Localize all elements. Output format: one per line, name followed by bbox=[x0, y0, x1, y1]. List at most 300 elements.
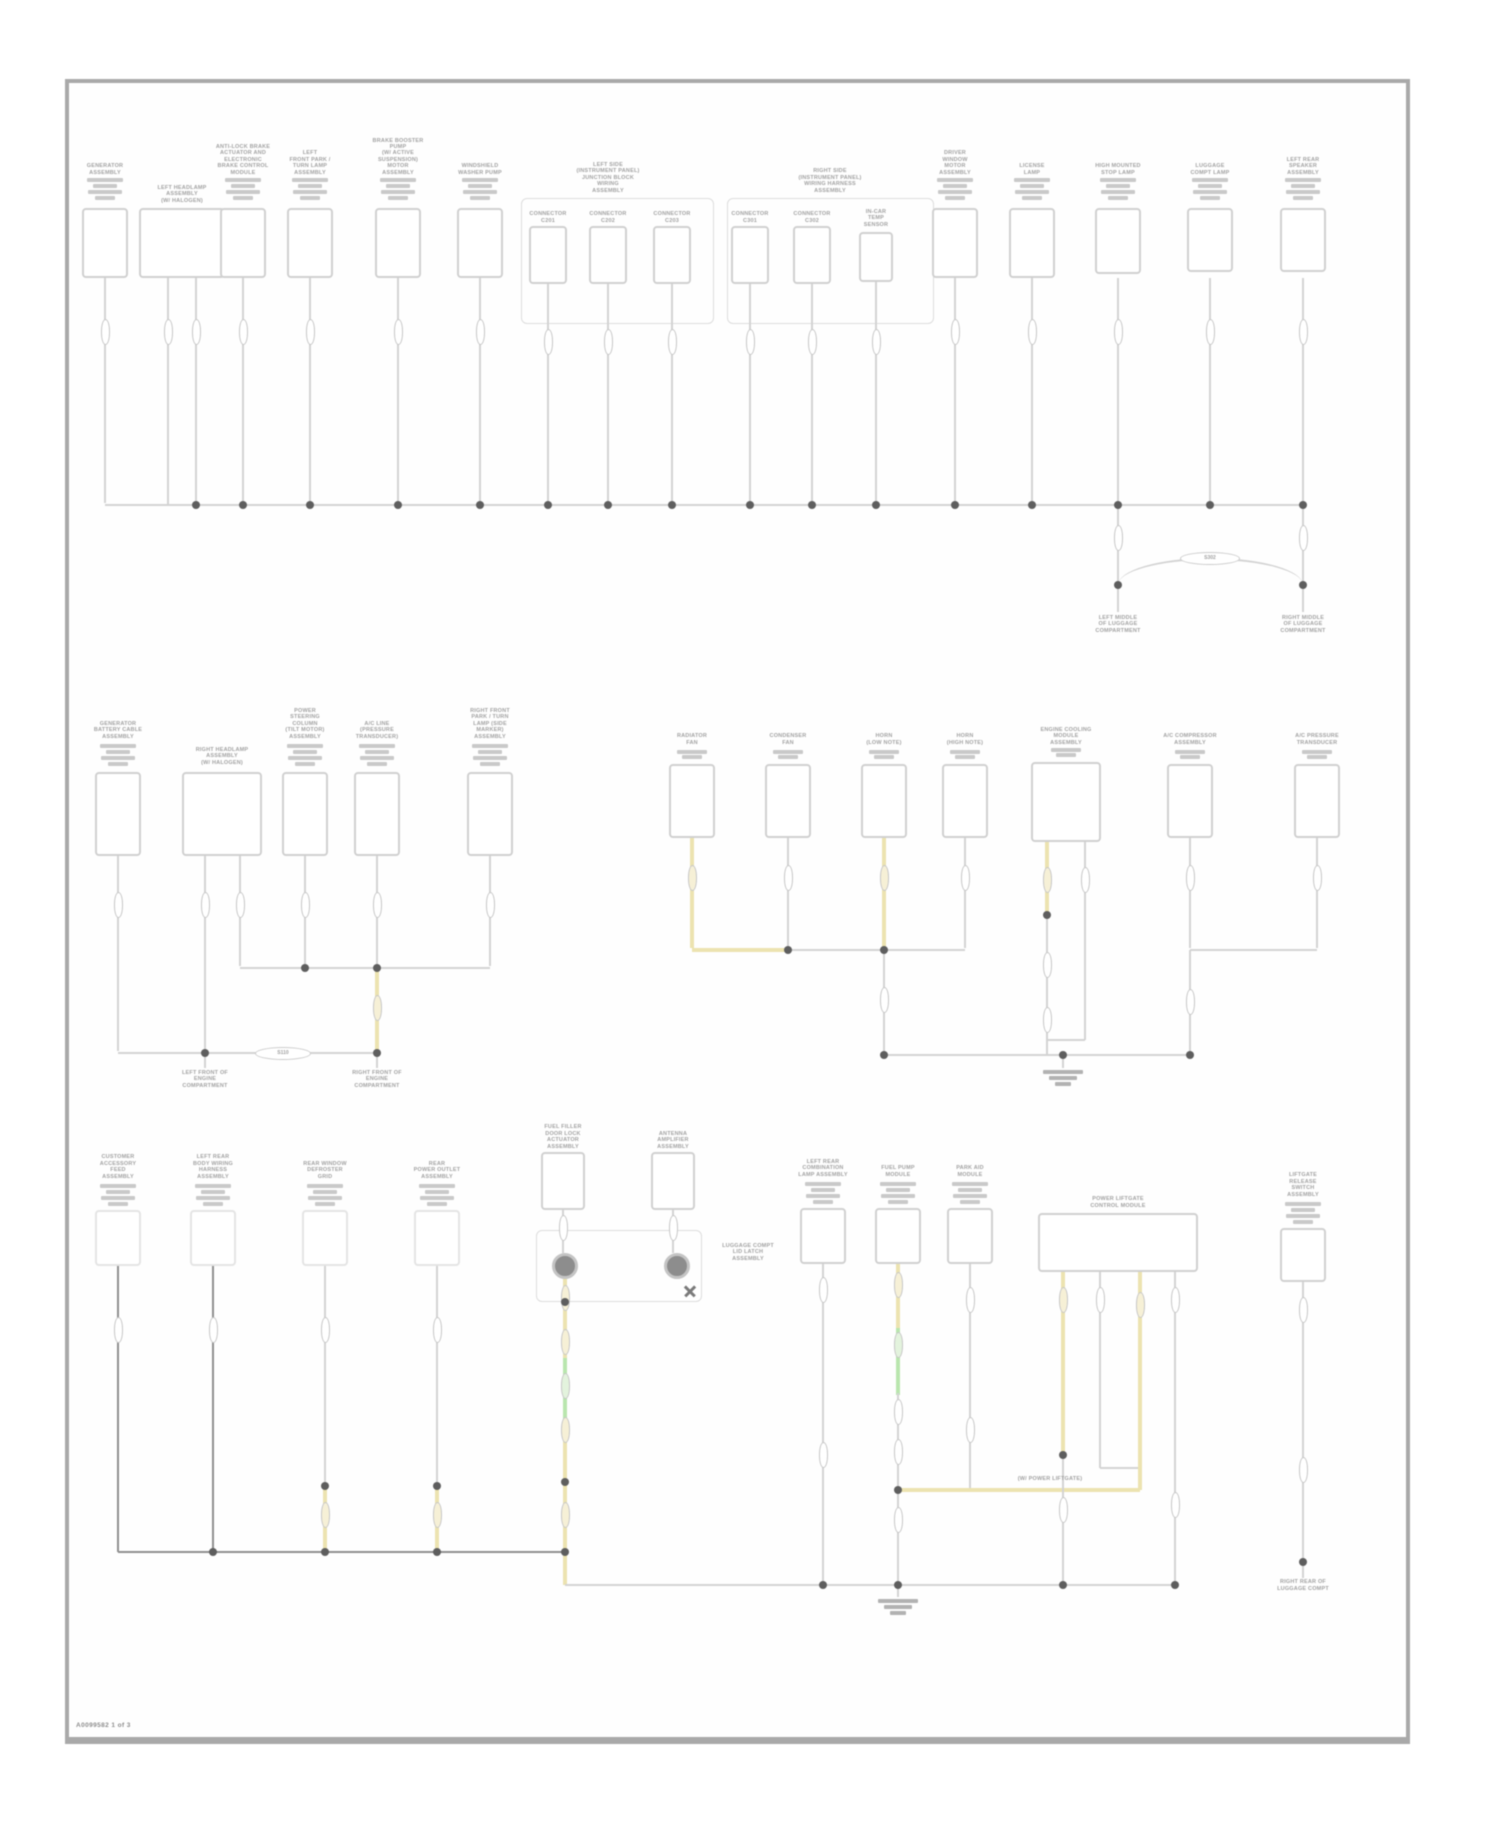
wire-segment bbox=[240, 967, 490, 969]
wire-segment bbox=[1302, 585, 1304, 612]
plug-icon bbox=[1291, 1208, 1315, 1212]
inline-connector-icon bbox=[1206, 319, 1215, 345]
wire-segment bbox=[1100, 1467, 1140, 1469]
wire-segment bbox=[547, 284, 549, 505]
component-label-line: ASSEMBLY bbox=[547, 1143, 579, 1150]
inline-connector-icon bbox=[1081, 867, 1090, 893]
component-label-line: RIGHT FRONT bbox=[470, 708, 510, 714]
inline-connector-icon bbox=[1059, 1497, 1068, 1523]
component-label-line: REAR bbox=[428, 1160, 446, 1167]
plug-icon bbox=[805, 1182, 841, 1186]
component-label-line: (W/ HALOGEN) bbox=[201, 759, 243, 766]
plug-icon bbox=[93, 184, 117, 188]
plug-icon bbox=[874, 755, 894, 759]
component-label-line: COMPARTMENT bbox=[1280, 627, 1326, 634]
component-label bbox=[1130, 733, 1250, 746]
plug-icon bbox=[806, 1194, 840, 1198]
component-label-line: TEMP bbox=[867, 215, 885, 222]
wire-segment bbox=[811, 284, 813, 505]
component-label bbox=[154, 1154, 272, 1180]
component-label-line: RIGHT MIDDLE bbox=[1281, 614, 1325, 621]
wire-segment bbox=[204, 856, 206, 1053]
plug-icon bbox=[106, 750, 130, 754]
inline-connector-icon bbox=[746, 329, 755, 355]
inline-connector-icon bbox=[373, 892, 382, 918]
connector-box bbox=[82, 208, 128, 278]
plug-icon bbox=[468, 184, 492, 188]
component-label-line: LEFT REAR bbox=[1286, 156, 1320, 163]
component-label-line: ASSEMBLY bbox=[1174, 739, 1206, 746]
plug-icon bbox=[1056, 753, 1076, 757]
plug-icon bbox=[293, 190, 327, 194]
component-label bbox=[727, 211, 773, 224]
plug-icon bbox=[300, 196, 320, 200]
splice-dot bbox=[476, 501, 484, 509]
inline-connector-icon bbox=[1096, 1287, 1105, 1313]
inline-connector-icon bbox=[1171, 1287, 1180, 1313]
footer-text: A0099582 1 of 3 bbox=[76, 1722, 131, 1729]
connector-box bbox=[467, 772, 513, 856]
splice-dot bbox=[321, 1482, 329, 1490]
plug-icon bbox=[419, 1184, 455, 1188]
inline-connector-icon bbox=[1059, 1287, 1068, 1313]
plug-icon bbox=[1200, 196, 1220, 200]
splice-dot bbox=[1299, 1558, 1307, 1566]
plug-icon bbox=[1020, 184, 1044, 188]
plug-icon bbox=[287, 744, 323, 748]
component-label bbox=[266, 1161, 384, 1180]
component-label-line: TRANSDUCER) bbox=[355, 733, 399, 740]
plug-icon bbox=[682, 755, 702, 759]
component-label-line: MOTOR bbox=[387, 163, 409, 170]
component-label-line: HORN bbox=[875, 733, 893, 740]
inline-connector-icon bbox=[433, 1502, 442, 1528]
inline-connector-icon bbox=[433, 1317, 442, 1343]
wire-segment bbox=[1117, 585, 1119, 612]
inline-connector-icon bbox=[1313, 865, 1322, 891]
ground-symbol-icon bbox=[1043, 1070, 1083, 1074]
component-label-line: LEFT SIDE bbox=[593, 162, 623, 168]
plug-icon bbox=[201, 1190, 225, 1194]
plug-icon bbox=[100, 1184, 136, 1188]
splice-dot bbox=[321, 1548, 329, 1556]
plug-icon bbox=[478, 750, 502, 754]
component-label-line: LAMP ASSEMBLY bbox=[798, 1171, 848, 1178]
component-label-line: STOP LAMP bbox=[1101, 169, 1135, 176]
wire-segment bbox=[788, 949, 965, 951]
component-label-line: HORN bbox=[956, 733, 974, 740]
wire-segment bbox=[1190, 949, 1317, 951]
inline-connector-icon bbox=[894, 1399, 903, 1425]
component-label-line: ASSEMBLY bbox=[197, 1173, 229, 1180]
component-label bbox=[649, 211, 695, 224]
plug-icon bbox=[196, 1196, 230, 1200]
splice-dot bbox=[433, 1482, 441, 1490]
latch-motor-icon bbox=[664, 1253, 690, 1279]
plug-icon bbox=[888, 1200, 908, 1204]
component-label-line: FAN bbox=[782, 739, 794, 746]
inline-connector-icon bbox=[114, 892, 123, 918]
component-label-line: ACCESSORY bbox=[99, 1160, 137, 1167]
component-label bbox=[858, 1165, 938, 1178]
component-label bbox=[1244, 157, 1362, 176]
plug-icon bbox=[295, 762, 315, 766]
inline-connector-icon bbox=[561, 1329, 570, 1355]
splice-dot bbox=[604, 501, 612, 509]
component-label-line: POWER LIFTGATE bbox=[1092, 1196, 1144, 1203]
component-label-line: CONNECTOR bbox=[589, 211, 627, 218]
component-label-line: SUSPENSION) bbox=[377, 156, 419, 163]
connector-box bbox=[182, 772, 262, 856]
component-label-line: MODULE bbox=[1053, 733, 1079, 740]
component-label-line: RIGHT HEADLAMP bbox=[195, 746, 249, 753]
component-label-line: ASSEMBLY bbox=[102, 1173, 134, 1180]
inline-connector-icon bbox=[880, 865, 889, 891]
wire-segment bbox=[565, 1584, 1175, 1586]
component-label bbox=[789, 211, 835, 224]
wire-segment bbox=[1189, 838, 1191, 948]
wire-segment bbox=[690, 838, 694, 948]
component-label bbox=[378, 1161, 496, 1180]
splice-dot bbox=[1186, 1051, 1194, 1059]
component-label-line: C202 bbox=[601, 217, 615, 224]
splice-dot bbox=[373, 964, 381, 972]
plug-icon bbox=[420, 1196, 454, 1200]
component-label bbox=[702, 1243, 794, 1262]
connector-box bbox=[1187, 208, 1233, 272]
component-label-line: POWER OUTLET bbox=[413, 1167, 461, 1174]
component-label-line: C302 bbox=[805, 217, 819, 224]
ground-symbol-icon bbox=[878, 1599, 918, 1603]
component-label-line: ASSEMBLY bbox=[814, 187, 846, 194]
inline-connector-icon bbox=[306, 319, 315, 345]
component-label-line: MARKER) bbox=[476, 727, 504, 734]
component-label-line: MODULE bbox=[957, 1171, 983, 1178]
splice-dot bbox=[192, 501, 200, 509]
wire-segment bbox=[822, 1264, 824, 1585]
component-label-line: LID LATCH bbox=[732, 1249, 764, 1256]
inline-connector-icon bbox=[1171, 1492, 1180, 1518]
connector-box bbox=[669, 764, 715, 838]
connector-box bbox=[793, 226, 831, 284]
splice-dot bbox=[1059, 1451, 1067, 1459]
component-label-line: DEFROSTER bbox=[307, 1167, 343, 1174]
wire-segment bbox=[117, 1266, 120, 1552]
plug-icon bbox=[1286, 190, 1320, 194]
splice-dot bbox=[1299, 501, 1307, 509]
inline-connector-icon bbox=[1186, 865, 1195, 891]
inline-connector-icon bbox=[951, 319, 960, 345]
component-label-line: ELECTRONIC bbox=[224, 156, 262, 163]
wire-segment bbox=[118, 1551, 565, 1554]
wire-segment bbox=[607, 284, 609, 505]
wire-segment bbox=[436, 1266, 438, 1486]
connector-box bbox=[947, 1208, 993, 1264]
component-label-line: JUNCTION BLOCK bbox=[582, 174, 634, 181]
component-label-line: POWER bbox=[294, 708, 316, 714]
wire-segment bbox=[1302, 278, 1304, 505]
connector-box bbox=[1031, 762, 1101, 842]
latch-motor-icon bbox=[552, 1253, 578, 1279]
plug-icon bbox=[937, 178, 973, 182]
component-label-line: ASSEMBLY bbox=[166, 191, 198, 198]
component-label-line: GENERATOR bbox=[99, 720, 137, 727]
component-label bbox=[513, 1124, 613, 1150]
connector-box bbox=[541, 1152, 585, 1210]
plug-icon bbox=[307, 1184, 343, 1188]
wire-segment bbox=[1209, 278, 1211, 505]
inline-connector-icon bbox=[668, 329, 677, 355]
component-label-line: FUEL PUMP bbox=[881, 1165, 915, 1172]
component-label bbox=[1255, 1172, 1351, 1198]
inline-connector-icon bbox=[239, 319, 248, 345]
component-label-line: FRONT PARK / bbox=[289, 156, 331, 163]
component-label-line: WIRING bbox=[597, 181, 619, 188]
component-label-line: HIGH MOUNTED bbox=[1095, 163, 1141, 170]
wire-segment bbox=[309, 278, 311, 505]
splice-dot bbox=[394, 501, 402, 509]
plug-icon bbox=[778, 755, 798, 759]
component-label-line: ACTUATOR bbox=[547, 1137, 579, 1144]
component-label-line: ASSEMBLY bbox=[1050, 739, 1082, 746]
component-label-line: GRID bbox=[317, 1173, 333, 1180]
component-label-line: BODY WIRING bbox=[193, 1160, 233, 1167]
plug-icon bbox=[943, 184, 967, 188]
splice-dot bbox=[301, 964, 309, 972]
plug-icon bbox=[463, 190, 497, 194]
component-label-line: ASSEMBLY bbox=[289, 733, 321, 740]
component-label-line: ASSEMBLY bbox=[294, 169, 326, 176]
component-label-line: LAMP (SIDE bbox=[473, 720, 507, 727]
component-label-line: COLUMN bbox=[292, 720, 318, 727]
component-label-line: OF LUGGAGE bbox=[1098, 621, 1138, 628]
plug-icon bbox=[298, 184, 322, 188]
plug-icon bbox=[288, 756, 322, 760]
splice-dot bbox=[1299, 581, 1307, 589]
component-label-line: ASSEMBLY bbox=[657, 1143, 689, 1150]
component-label-line: (TILT MOTOR) bbox=[285, 727, 325, 734]
component-label-line: DRIVER bbox=[944, 150, 966, 157]
ground-symbol-icon bbox=[890, 1611, 906, 1615]
component-label-line: COMPARTMENT bbox=[182, 1082, 228, 1089]
inline-connector-icon bbox=[604, 329, 613, 355]
component-label-line: MODULE bbox=[230, 169, 256, 176]
plug-icon bbox=[315, 1202, 335, 1206]
splice-dot bbox=[1059, 1581, 1067, 1589]
splice-dot bbox=[819, 1581, 827, 1589]
splice-dot bbox=[894, 1581, 902, 1589]
wire-segment bbox=[117, 856, 119, 1051]
component-label bbox=[525, 211, 571, 224]
splice-dot bbox=[1114, 501, 1122, 509]
plug-icon bbox=[386, 184, 410, 188]
plug-icon bbox=[1293, 1220, 1313, 1224]
plug-icon bbox=[203, 1202, 223, 1206]
inline-connector-icon bbox=[236, 892, 245, 918]
wire-segment bbox=[479, 278, 481, 505]
component-label-line: AMPLIFIER bbox=[657, 1137, 689, 1144]
component-label-line: LEFT REAR bbox=[806, 1158, 840, 1165]
splice-dot bbox=[1206, 501, 1214, 509]
component-label-line: RIGHT REAR OF bbox=[1280, 1579, 1326, 1586]
splice-dot bbox=[209, 1548, 217, 1556]
connector-box bbox=[95, 772, 141, 856]
wire-segment bbox=[1174, 1272, 1176, 1585]
plug-icon bbox=[813, 1200, 833, 1204]
splice-dot bbox=[1028, 501, 1036, 509]
inline-connector-icon bbox=[1136, 1292, 1145, 1318]
plug-icon bbox=[87, 178, 123, 182]
plug-icon bbox=[425, 1190, 449, 1194]
wire-segment bbox=[167, 278, 169, 505]
component-label-line: ENGINE bbox=[365, 1076, 389, 1083]
component-label bbox=[930, 1165, 1010, 1178]
component-label-line: BRAKE BOOSTER bbox=[372, 137, 424, 144]
component-label-line: STEERING bbox=[290, 714, 320, 721]
component-label bbox=[431, 708, 549, 740]
component-label-line: ENGINE COOLING bbox=[1040, 726, 1092, 733]
wire-segment bbox=[324, 1266, 326, 1486]
connector-box bbox=[1095, 208, 1141, 274]
wire-segment bbox=[787, 838, 789, 950]
plug-icon bbox=[1293, 196, 1313, 200]
splice-dot bbox=[544, 501, 552, 509]
plug-icon bbox=[195, 1184, 231, 1188]
wire-segment bbox=[882, 838, 886, 950]
component-label-line: ACTUATOR AND bbox=[220, 150, 266, 157]
splice-dot bbox=[306, 501, 314, 509]
inline-connector-icon bbox=[784, 865, 793, 891]
splice-dot bbox=[1114, 581, 1122, 589]
component-label bbox=[623, 1131, 723, 1150]
component-label-line: REAR WINDOW bbox=[303, 1160, 347, 1167]
component-label-line: COMPT LAMP bbox=[1190, 169, 1230, 176]
inline-connector-icon bbox=[819, 1442, 828, 1468]
plug-icon bbox=[1193, 190, 1227, 194]
splice-dot bbox=[880, 1051, 888, 1059]
splice-label-text: S110 bbox=[277, 1049, 289, 1056]
splice-label-text: S302 bbox=[1204, 554, 1216, 561]
splice-oval-label bbox=[1180, 552, 1240, 565]
component-label-line: CONNECTOR bbox=[529, 211, 567, 218]
connector-box bbox=[1038, 1213, 1198, 1272]
component-label-line: (W/ HALOGEN) bbox=[161, 197, 203, 204]
component-label-line: A/C LINE bbox=[364, 720, 390, 727]
plug-icon bbox=[108, 1202, 128, 1206]
wire-segment bbox=[1047, 1039, 1085, 1041]
component-label-line: A/C PRESSURE bbox=[1295, 733, 1339, 740]
connector-box bbox=[302, 1210, 348, 1266]
component-label-line: LEFT REAR bbox=[196, 1154, 230, 1161]
plug-icon bbox=[1285, 1202, 1321, 1206]
wire-segment bbox=[195, 278, 197, 505]
component-label-line: CONNECTOR bbox=[731, 211, 769, 218]
inline-connector-icon bbox=[872, 329, 881, 355]
component-label-line: WASHER PUMP bbox=[458, 169, 502, 176]
plug-icon bbox=[359, 744, 395, 748]
wire-segment bbox=[1302, 1282, 1304, 1562]
component-label-line: BATTERY CABLE bbox=[93, 727, 143, 734]
connector-box bbox=[589, 226, 627, 284]
component-label-line: FAN bbox=[686, 739, 698, 746]
component-label-line: LEFT FRONT OF bbox=[182, 1069, 228, 1076]
component-label bbox=[755, 168, 905, 194]
splice-dot bbox=[880, 946, 888, 954]
component-label bbox=[163, 747, 281, 766]
inline-connector-icon bbox=[894, 1332, 903, 1358]
connector-box bbox=[287, 208, 333, 278]
connector-box bbox=[190, 1210, 236, 1266]
component-label bbox=[1262, 733, 1372, 746]
wire-segment bbox=[104, 278, 106, 503]
wire-segment bbox=[692, 948, 788, 952]
plug-icon bbox=[952, 1182, 988, 1186]
component-label-line: TRANSDUCER bbox=[1296, 739, 1338, 746]
component-label-line: DOOR LOCK bbox=[545, 1130, 581, 1137]
component-label-line: CUSTOMER bbox=[101, 1154, 135, 1161]
component-label-line: MODULE bbox=[885, 1171, 911, 1178]
component-label-line: CONTROL MODULE bbox=[1090, 1202, 1146, 1209]
plug-icon bbox=[880, 1182, 916, 1186]
inline-connector-icon bbox=[164, 319, 173, 345]
connector-box bbox=[375, 208, 421, 278]
connector-box bbox=[859, 232, 893, 282]
inline-connector-icon bbox=[669, 1215, 678, 1241]
inline-connector-icon bbox=[114, 1317, 123, 1343]
component-label-line: (HIGH NOTE) bbox=[946, 739, 984, 746]
wire-segment bbox=[749, 284, 751, 505]
component-label-line: ASSEMBLY bbox=[382, 169, 414, 176]
component-label-line: (INSTRUMENT PANEL) bbox=[576, 168, 640, 175]
connector-box bbox=[942, 764, 988, 838]
component-label-line: COMBINATION bbox=[802, 1165, 844, 1172]
inline-connector-icon bbox=[1299, 1297, 1308, 1323]
wire-segment bbox=[964, 838, 966, 948]
inline-connector-icon bbox=[1299, 1457, 1308, 1483]
component-label-line: LICENSE bbox=[1019, 163, 1045, 170]
component-label-line: C301 bbox=[743, 217, 757, 224]
wire-segment bbox=[105, 504, 1303, 506]
component-label-line: ASSEMBLY bbox=[102, 733, 134, 740]
plug-icon bbox=[292, 178, 328, 182]
connector-box bbox=[354, 772, 400, 856]
connector-box bbox=[1009, 208, 1055, 278]
component-label bbox=[123, 185, 241, 204]
component-label-line: CONNECTOR bbox=[793, 211, 831, 218]
inline-connector-icon bbox=[373, 995, 382, 1021]
component-label-line: TURN LAMP bbox=[292, 163, 328, 170]
component-label-line: PARK / TURN bbox=[471, 714, 509, 721]
inline-connector-icon bbox=[966, 1287, 975, 1313]
splice-dot bbox=[746, 501, 754, 509]
wire-segment bbox=[242, 278, 244, 505]
wire-segment bbox=[212, 1266, 215, 1552]
wire-segment bbox=[954, 278, 956, 505]
splice-dot bbox=[872, 501, 880, 509]
component-label bbox=[1255, 615, 1351, 634]
ground-symbol-icon bbox=[1049, 1076, 1077, 1080]
inline-connector-icon bbox=[1299, 319, 1308, 345]
connector-box bbox=[95, 1210, 141, 1266]
connector-box bbox=[220, 208, 266, 278]
plug-icon bbox=[427, 1202, 447, 1206]
wire-segment bbox=[397, 278, 399, 505]
plug-icon bbox=[1291, 184, 1315, 188]
component-label-line: CONDENSER bbox=[769, 733, 807, 740]
ground-symbol-icon bbox=[884, 1605, 912, 1609]
inline-connector-icon bbox=[561, 1417, 570, 1443]
inline-connector-icon bbox=[966, 1417, 975, 1443]
